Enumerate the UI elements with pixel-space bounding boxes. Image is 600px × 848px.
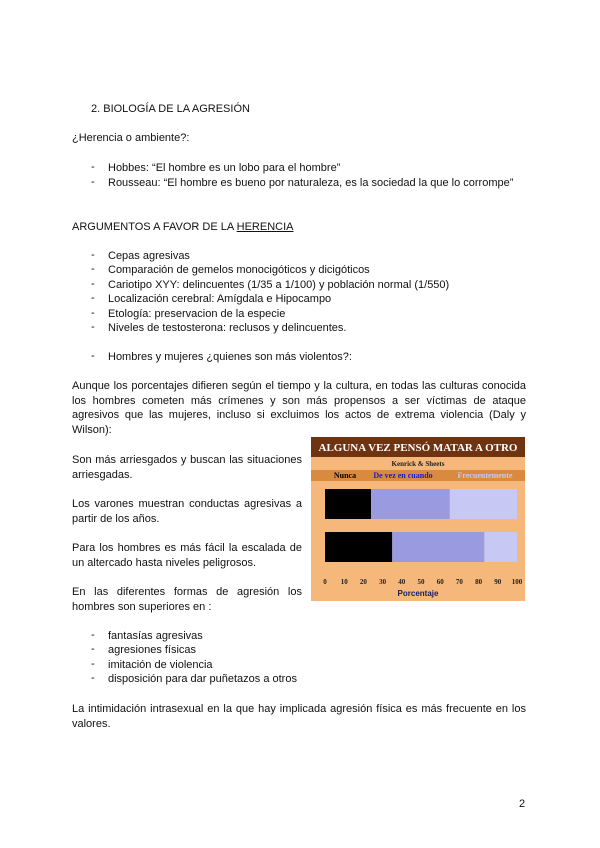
- paragraph-risk: Son más arriesgados y buscan las situaciones arriesgadas.: [72, 454, 302, 481]
- list-item: agresiones físicas: [108, 644, 197, 656]
- chart-svg: [311, 437, 525, 601]
- chart-xlabel: Porcentaje: [397, 589, 439, 598]
- bullet-dash: -: [91, 658, 95, 670]
- list-item: Cepas agresivas: [108, 250, 190, 262]
- x-tick-label: 30: [379, 578, 387, 586]
- legend-frecuentemente: Frecuentemente: [457, 471, 513, 480]
- x-tick-label: 60: [436, 578, 444, 586]
- chart-title: ALGUNA VEZ PENSÓ MATAR A OTRO: [318, 442, 518, 454]
- arguments-heading-underlined: HERENCIA: [236, 221, 294, 233]
- list-item: imitación de violencia: [108, 659, 213, 671]
- x-tick-label: 0: [323, 578, 327, 586]
- list-item: Etología: preservacion de la especie: [108, 308, 286, 320]
- intro-paragraph: Aunque los porcentajes difieren según el tiempo y la cultura, en todas las culturas conocida los hombres cometen más crímenes y son más propensos a ser víctimas de ataque agresivos que las mujeres, incluso si excluimos los actos de extrema violencia (Daly y Wilson):: [72, 380, 526, 436]
- bullet-dash: -: [91, 249, 95, 261]
- legend-nunca: Nunca: [333, 471, 357, 480]
- bullet-dash: -: [91, 672, 95, 684]
- bar-segment-hombres-1: [371, 489, 450, 519]
- bullet-dash: -: [91, 350, 95, 362]
- bar-segment-mujeres-2: [484, 532, 517, 562]
- bullet-dash: -: [91, 278, 95, 290]
- bullet-dash: -: [91, 629, 95, 641]
- page-number: 2: [519, 798, 526, 810]
- bar-segment-hombres-0: [325, 489, 371, 519]
- x-tick-label: 70: [455, 578, 463, 586]
- paragraph-escalation: Para los hombres es más fácil la escalada de un altercado hasta niveles peligrosos.: [72, 542, 302, 569]
- list-item: Hombres y mujeres ¿quienes son más violentos?:: [108, 351, 352, 363]
- list-item: fantasías agresivas: [108, 630, 203, 642]
- bullet-dash: -: [91, 263, 95, 275]
- arguments-heading: [72, 220, 293, 234]
- paragraph-age: Los varones muestran conductas agresivas a partir de los años.: [72, 498, 302, 525]
- legend-de-vez-en-cuando: De vez en cuando: [373, 471, 433, 480]
- bullet-dash: -: [91, 307, 95, 319]
- paragraph-forms: En las diferentes formas de agresión los hombres son superiores en :: [72, 586, 302, 613]
- x-tick-label: 40: [398, 578, 406, 586]
- list-item: Niveles de testosterona: reclusos y delincuentes.: [108, 322, 347, 334]
- bar-segment-mujeres-1: [392, 532, 484, 562]
- x-tick-label: 100: [511, 578, 523, 586]
- bar-segment-mujeres-0: [325, 532, 392, 562]
- bullet-dash: -: [91, 176, 95, 188]
- arguments-heading-prefix: ARGUMENTOS A FAVOR DE LA: [72, 221, 237, 233]
- bullet-dash: -: [91, 161, 95, 173]
- list-item: Comparación de gemelos monocigóticos y dicigóticos: [108, 264, 370, 276]
- chart: [311, 437, 525, 601]
- section-heading: 2. BIOLOGÍA DE LA AGRESIÓN: [91, 103, 250, 115]
- closing-paragraph: La intimidación intrasexual en la que hay implicada agresión física es más frecuente en los valores.: [72, 703, 526, 730]
- x-tick-label: 50: [417, 578, 425, 586]
- list-item: Hobbes: “El hombre es un lobo para el hombre”: [108, 162, 341, 174]
- list-item: Rousseau: “El hombre es bueno por naturaleza, es la sociedad la que lo corrompe”: [108, 177, 514, 189]
- list-item: Localización cerebral: Amígdala e Hipocampo: [108, 293, 332, 305]
- question-text: ¿Herencia o ambiente?:: [72, 132, 190, 144]
- list-item: disposición para dar puñetazos a otros: [108, 673, 297, 685]
- x-tick-label: 10: [340, 578, 348, 586]
- x-tick-label: 90: [494, 578, 502, 586]
- chart-subtitle: Kenrick & Sheets: [391, 460, 445, 468]
- bullet-dash: -: [91, 643, 95, 655]
- bar-segment-hombres-2: [450, 489, 517, 519]
- x-tick-label: 80: [475, 578, 483, 586]
- bullet-dash: -: [91, 292, 95, 304]
- x-tick-label: 20: [359, 578, 367, 586]
- bullet-dash: -: [91, 321, 95, 333]
- list-item: Cariotipo XYY: delincuentes (1/35 a 1/100) y población normal (1/550): [108, 279, 450, 291]
